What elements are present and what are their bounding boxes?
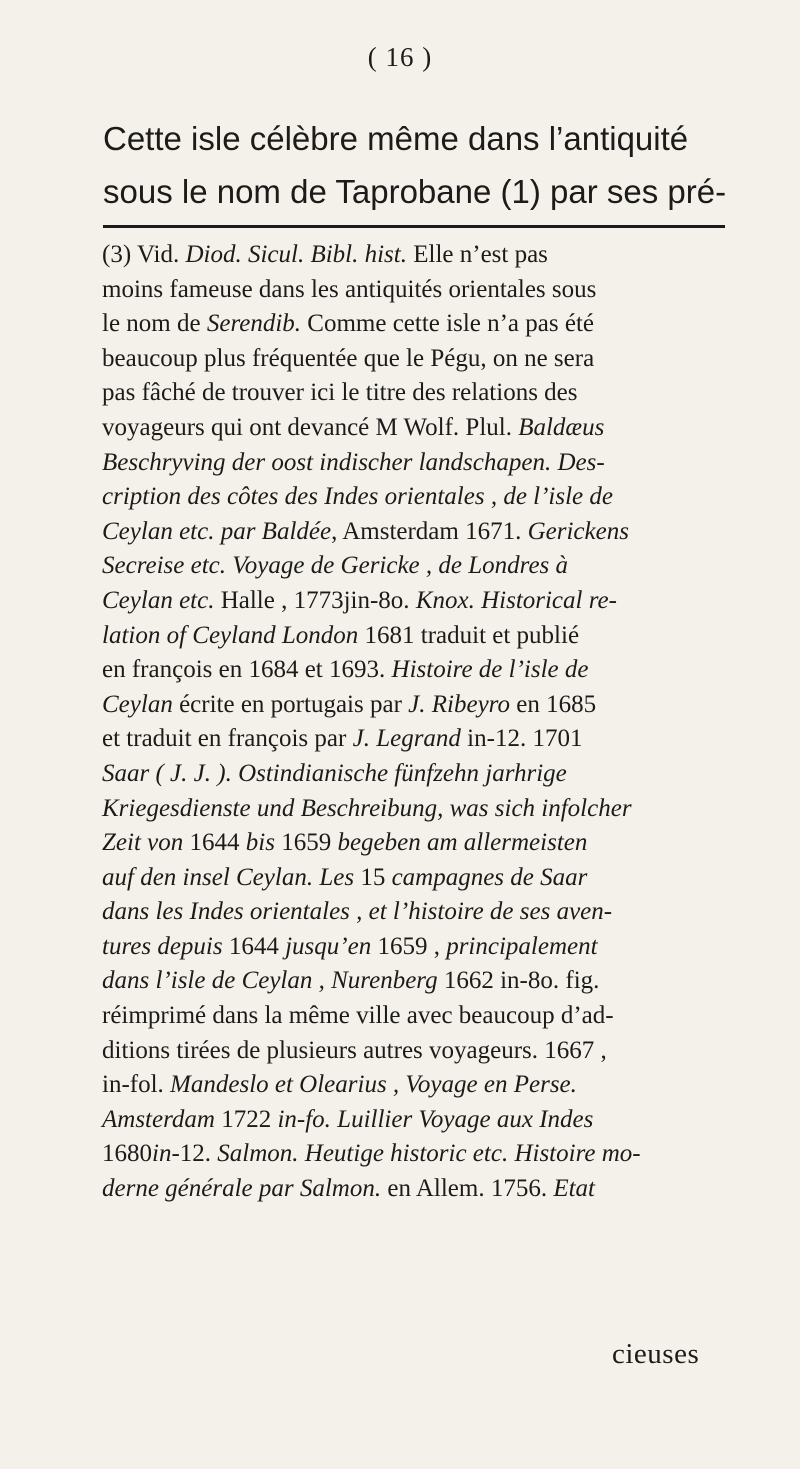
footnote-line: [102, 826, 742, 861]
text: pas fâché de trouver ici le titre des relations des: [102, 379, 578, 407]
footnote-line: [102, 238, 742, 273]
footnote-line: [102, 757, 742, 792]
italic-text: derne générale par Salmon.: [102, 1175, 382, 1203]
footnote-line: [102, 722, 742, 757]
text: moins fameuse dans les antiquités orientales sous: [102, 275, 597, 303]
text: 1680: [102, 1140, 152, 1168]
text: Elle n’est pas: [406, 241, 548, 268]
text: en françois en 1684 et 1693.: [102, 656, 392, 684]
footnote-line: [102, 1137, 742, 1172]
footnote-line: [102, 895, 742, 930]
footnote-line: [102, 653, 742, 688]
footnote-line: [102, 515, 742, 550]
text: 1662 in-8o. fig.: [437, 967, 600, 995]
text: réimprimé dans la même ville avec beaucoup d’ad-: [102, 1002, 614, 1030]
text: ditions tirées de plusieurs autres voyageurs. 1667 ,: [102, 1036, 607, 1064]
footnote-line: [102, 1068, 742, 1103]
text: -12.: [171, 1140, 218, 1168]
text: 1644: [222, 932, 286, 960]
italic-text: Beschryving der oost indischer landschapen. Des-: [102, 448, 605, 476]
text: in-fol.: [102, 1071, 171, 1099]
footnote-line: [102, 411, 742, 446]
italic-text: Mandeslo et Olearius , Voyage en Perse.: [170, 1071, 577, 1099]
italic-text: Ceylan: [102, 690, 173, 718]
text: et traduit en françois par: [102, 725, 353, 753]
italic-text: in-fo. Luillier Voyage aux Indes: [277, 1105, 594, 1133]
footnote-line: [102, 1034, 742, 1069]
text: le nom de: [102, 310, 207, 338]
footnote-separator-rule: [103, 225, 725, 228]
text: 15: [354, 863, 392, 891]
italic-text: Saar ( J. J. ). Ostindianische fünfzehn jarhrige: [102, 759, 567, 787]
italic-text: lation of Ceyland London: [102, 621, 359, 649]
italic-text: campagnes de Saar: [391, 863, 588, 891]
footnote-line: [102, 342, 742, 377]
italic-text: Etat: [553, 1175, 596, 1203]
italic-text: cription des côtes des Indes orientales , de l’isle de: [102, 483, 613, 511]
italic-text: Ceylan etc. par Baldée: [102, 517, 332, 545]
italic-text: J. Ribeyro: [408, 690, 510, 718]
footnote-line: [102, 930, 742, 965]
italic-text: in: [152, 1140, 172, 1168]
page-number: ( 16 ): [367, 42, 433, 72]
footnote-line: [102, 584, 742, 619]
text: Halle , 1773jin-8o.: [214, 586, 416, 614]
text: écrite en portugais par: [172, 690, 409, 718]
footnote-line: [102, 964, 742, 999]
italic-text: begeben am allermeisten: [337, 829, 588, 857]
main-text: [103, 112, 743, 218]
footnote-line: [102, 861, 742, 896]
footnote: [102, 238, 742, 1207]
italic-text: Amsterdam: [102, 1105, 215, 1133]
text: , Amsterdam 1671.: [331, 517, 528, 545]
footnote-line: [102, 1103, 742, 1138]
italic-text: Kriegesdienste und Beschreibung, was sich infolcher: [102, 794, 632, 822]
main-text-line: sous le nom de Taprobane (1) par ses pré-: [103, 173, 727, 210]
italic-text: Baldæus: [518, 413, 605, 441]
italic-text: dans les Indes orientales , et l’histoire de ses aven-: [102, 898, 613, 926]
footnote-line: [102, 792, 742, 827]
italic-text: Histoire de l’isle de: [391, 656, 589, 684]
italic-text: tures depuis: [102, 932, 223, 960]
footnote-line: [102, 549, 742, 584]
text: beaucoup plus fréquentée que le Pégu, on ne sera: [102, 344, 595, 372]
italic-text: Gerickens: [527, 517, 629, 545]
italic-text: bis: [245, 829, 275, 857]
footnote-line: [102, 480, 742, 515]
italic-text: Serendib.: [206, 310, 302, 338]
footnote-line: [102, 376, 742, 411]
text: in-12. 1701: [460, 725, 583, 753]
footnote-line: [102, 1172, 742, 1207]
footnote-line: [102, 619, 742, 654]
italic-text: Zeit von: [102, 829, 184, 857]
footnote-line: [102, 999, 742, 1034]
italic-text: Secreise etc. Voyage de Gericke , de Londres à: [102, 552, 569, 580]
text: 1659 ,: [371, 932, 447, 960]
italic-text: Diod. Sicul. Bibl. hist.: [185, 241, 407, 268]
italic-text: Knox. Historical re-: [415, 586, 617, 614]
italic-text: principalement: [446, 932, 598, 960]
italic-text: J. Legrand: [352, 725, 461, 753]
text: Comme cette isle n’a pas été: [301, 310, 594, 338]
text: 1644: [183, 829, 246, 857]
italic-text: auf den insel Ceylan. Les: [102, 863, 355, 891]
footnote-line: [102, 307, 742, 342]
footnote-line: [102, 688, 742, 723]
italic-text: jusqu’en: [285, 932, 372, 960]
italic-text: Ceylan etc.: [102, 586, 215, 614]
text: 1722: [214, 1105, 278, 1133]
catchword: cieuses: [612, 1338, 700, 1370]
text: 1659: [274, 829, 338, 857]
text: en Allem. 1756.: [381, 1175, 554, 1203]
text: voyageurs qui ont devancé M Wolf. Plul.: [102, 413, 519, 441]
footnote-line: [102, 446, 742, 481]
italic-text: Salmon. Heutige historic etc. Histoire mo-: [217, 1140, 641, 1168]
main-text-line: Cette isle célèbre même dans l’antiquité: [103, 120, 689, 157]
text: (3) Vid.: [102, 241, 186, 268]
text: 1681 traduit et publié: [358, 621, 580, 649]
text: en 1685: [509, 690, 597, 718]
footnote-line: [102, 273, 742, 308]
italic-text: dans l’isle de Ceylan , Nurenberg: [102, 967, 438, 995]
